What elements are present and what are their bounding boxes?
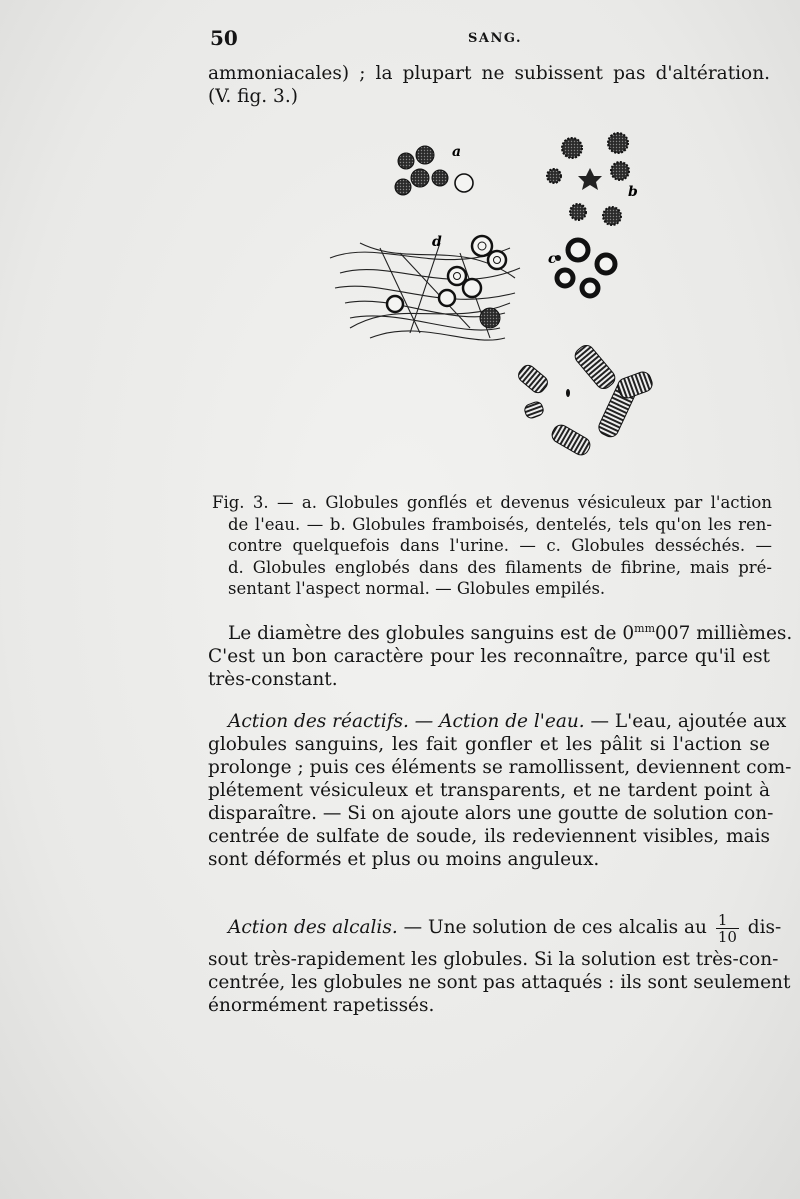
text-line: C'est un bon caractère pour les reconnaître, parce qu'il est	[208, 646, 770, 667]
globules-group-c	[555, 240, 615, 296]
text-fragment: 007 millièmes.	[655, 623, 793, 644]
text-fragment: dis-	[747, 917, 782, 938]
text-line: (V. fig. 3.)	[208, 86, 298, 107]
text-line	[208, 908, 782, 948]
section-title: Action des alcalis.	[228, 917, 398, 938]
unit-superscript: mm	[634, 621, 656, 635]
text-line: centrée, les globules ne sont pas attaqués : ils sont seulement	[208, 972, 791, 993]
paragraph-diametre	[208, 621, 793, 691]
text-line: plétement vésiculeux et transparents, et ne tardent point à	[208, 780, 770, 801]
text-line: très-constant.	[208, 669, 338, 690]
text-line: sout très-rapidement les globules. Si la solution est très-con-	[208, 949, 779, 970]
paragraph-action-alcalis	[208, 908, 791, 1017]
text-line: ammoniacales) ; la plupart ne subissent pas d'altération.	[208, 63, 770, 84]
section-title: Action des réactifs. — Action de l'eau.	[228, 711, 585, 732]
blood-globules-engraving	[300, 128, 660, 458]
figure-label-d: d	[432, 234, 442, 250]
text-fragment: Le diamètre des globules sanguins est de 0	[228, 623, 635, 644]
fraction-denominator: 10	[717, 927, 737, 946]
text-fragment: — Une solution de ces alcalis au	[397, 917, 707, 938]
figure-label-a: a	[452, 144, 462, 160]
caption-line: sentant l'aspect normal. — Globules empilés.	[228, 579, 606, 598]
intro-text	[208, 62, 770, 108]
text-line: sont déformés et plus ou moins anguleux.	[208, 849, 600, 870]
paragraph-action-eau	[208, 710, 792, 871]
page-header	[210, 26, 770, 50]
caption-line: d. Globules englobés dans des filaments de fibrine, mais pré-	[228, 557, 772, 577]
caption-line: Fig. 3. — a. Globules gonflés et devenus vésiculeux par l'action	[212, 493, 772, 512]
caption-line: contre quelquefois dans l'urine. — c. Globules desséchés. —	[228, 536, 772, 555]
text-line: énormément rapetissés.	[208, 995, 435, 1016]
stacked-globules	[516, 342, 655, 458]
globules-group-a	[395, 146, 473, 195]
text-line: centrée de sulfate de soude, ils redeviennent visibles, mais	[208, 826, 770, 847]
running-head: SANG.	[468, 31, 523, 46]
text-line: prolonge ; puis ces éléments se ramollissent, deviennent com-	[208, 757, 792, 778]
text-line	[208, 621, 793, 645]
fraction	[716, 912, 739, 945]
figure-3-illustration	[300, 128, 660, 458]
text-line: disparaître. — Si on ajoute alors une goutte de solution con-	[208, 803, 774, 824]
globules-group-b	[547, 133, 629, 225]
caption-line: de l'eau. — b. Globules framboisés, dentelés, tels qu'on les ren-	[228, 514, 772, 534]
figure-label-b: b	[628, 184, 638, 200]
figure-caption	[212, 492, 772, 600]
page-number: 50	[210, 26, 238, 50]
text-line	[208, 710, 787, 733]
fraction-numerator: 1	[716, 912, 739, 929]
text-line: globules sanguins, les fait gonfler et les pâlit si l'action se	[208, 734, 770, 755]
figure-label-c: c	[548, 251, 557, 267]
text-fragment: — L'eau, ajoutée aux	[584, 711, 787, 732]
